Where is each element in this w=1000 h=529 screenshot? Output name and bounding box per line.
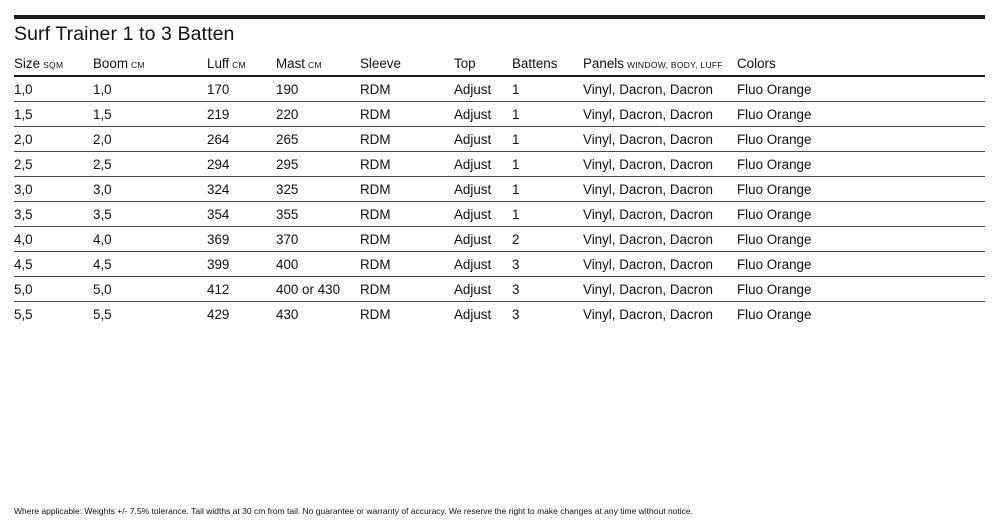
table-body [14, 77, 985, 327]
cell-colors: Fluo Orange [737, 207, 812, 222]
cell-battens: 2 [512, 232, 520, 247]
cell-luff: 399 [207, 257, 230, 272]
cell-boom: 1,0 [93, 82, 112, 97]
cell-luff: 354 [207, 207, 230, 222]
cell-top: Adjust [454, 157, 492, 172]
table-row [14, 102, 985, 127]
cell-sleeve: RDM [360, 257, 391, 272]
cell-size: 1,5 [14, 107, 33, 122]
table-row [14, 227, 985, 252]
table-row [14, 202, 985, 227]
column-header-luff: Luff CM [207, 56, 246, 71]
cell-mast: 370 [276, 232, 299, 247]
cell-luff: 219 [207, 107, 230, 122]
cell-mast: 265 [276, 132, 299, 147]
cell-boom: 1,5 [93, 107, 112, 122]
cell-size: 4,0 [14, 232, 33, 247]
column-header-panels: Panels WINDOW, BODY, LUFF [583, 56, 723, 71]
cell-top: Adjust [454, 182, 492, 197]
cell-luff: 412 [207, 282, 230, 297]
cell-mast: 325 [276, 182, 299, 197]
cell-panels: Vinyl, Dacron, Dacron [583, 107, 713, 122]
cell-battens: 1 [512, 157, 520, 172]
cell-boom: 3,5 [93, 207, 112, 222]
cell-sleeve: RDM [360, 132, 391, 147]
cell-luff: 429 [207, 307, 230, 322]
cell-colors: Fluo Orange [737, 132, 812, 147]
cell-battens: 1 [512, 207, 520, 222]
cell-battens: 3 [512, 307, 520, 322]
cell-sleeve: RDM [360, 182, 391, 197]
cell-boom: 5,0 [93, 282, 112, 297]
cell-mast: 400 or 430 [276, 282, 341, 297]
cell-top: Adjust [454, 82, 492, 97]
column-header-colors: Colors [737, 56, 776, 71]
cell-luff: 264 [207, 132, 230, 147]
table-row [14, 152, 985, 177]
cell-top: Adjust [454, 107, 492, 122]
cell-boom: 4,0 [93, 232, 112, 247]
table-row [14, 252, 985, 277]
cell-luff: 170 [207, 82, 230, 97]
cell-panels: Vinyl, Dacron, Dacron [583, 257, 713, 272]
cell-panels: Vinyl, Dacron, Dacron [583, 282, 713, 297]
cell-top: Adjust [454, 307, 492, 322]
table-row [14, 177, 985, 202]
cell-size: 2,5 [14, 157, 33, 172]
cell-size: 2,0 [14, 132, 33, 147]
table-row [14, 127, 985, 152]
column-header-boom: Boom CM [93, 56, 145, 71]
cell-colors: Fluo Orange [737, 307, 812, 322]
cell-panels: Vinyl, Dacron, Dacron [583, 182, 713, 197]
cell-mast: 355 [276, 207, 299, 222]
cell-battens: 1 [512, 182, 520, 197]
column-header-top: Top [454, 56, 476, 71]
cell-top: Adjust [454, 132, 492, 147]
cell-mast: 400 [276, 257, 299, 272]
table-row [14, 302, 985, 327]
cell-mast: 220 [276, 107, 299, 122]
cell-battens: 1 [512, 82, 520, 97]
cell-size: 4,5 [14, 257, 33, 272]
column-header-size: Size SQM [14, 56, 64, 71]
column-header-battens: Battens [512, 56, 558, 71]
cell-panels: Vinyl, Dacron, Dacron [583, 207, 713, 222]
cell-luff: 324 [207, 182, 230, 197]
cell-luff: 369 [207, 232, 230, 247]
cell-top: Adjust [454, 232, 492, 247]
cell-battens: 1 [512, 107, 520, 122]
cell-battens: 1 [512, 132, 520, 147]
cell-sleeve: RDM [360, 307, 391, 322]
cell-battens: 3 [512, 282, 520, 297]
cell-colors: Fluo Orange [737, 232, 812, 247]
cell-colors: Fluo Orange [737, 182, 812, 197]
disclaimer-note: Where applicable: Weights +/- 7.5% tolerance. Tail widths at 30 cm from tail. No guarantee or warranty of accuracy. We reserve the right to make changes at any time without notice. [14, 506, 693, 516]
cell-top: Adjust [454, 257, 492, 272]
cell-sleeve: RDM [360, 82, 391, 97]
table-header-row [14, 53, 985, 77]
cell-battens: 3 [512, 257, 520, 272]
cell-mast: 190 [276, 82, 299, 97]
cell-panels: Vinyl, Dacron, Dacron [583, 132, 713, 147]
cell-sleeve: RDM [360, 107, 391, 122]
cell-sleeve: RDM [360, 232, 391, 247]
cell-boom: 2,5 [93, 157, 112, 172]
cell-mast: 430 [276, 307, 299, 322]
cell-top: Adjust [454, 207, 492, 222]
cell-panels: Vinyl, Dacron, Dacron [583, 157, 713, 172]
cell-colors: Fluo Orange [737, 282, 812, 297]
cell-colors: Fluo Orange [737, 157, 812, 172]
cell-size: 3,0 [14, 182, 33, 197]
top-divider [14, 15, 985, 19]
cell-colors: Fluo Orange [737, 257, 812, 272]
cell-panels: Vinyl, Dacron, Dacron [583, 82, 713, 97]
cell-colors: Fluo Orange [737, 107, 812, 122]
table-row [14, 277, 985, 302]
cell-sleeve: RDM [360, 157, 391, 172]
cell-top: Adjust [454, 282, 492, 297]
cell-panels: Vinyl, Dacron, Dacron [583, 232, 713, 247]
cell-size: 5,0 [14, 282, 33, 297]
cell-panels: Vinyl, Dacron, Dacron [583, 307, 713, 322]
cell-size: 5,5 [14, 307, 33, 322]
cell-boom: 4,5 [93, 257, 112, 272]
cell-colors: Fluo Orange [737, 82, 812, 97]
table-row [14, 77, 985, 102]
page-title: Surf Trainer 1 to 3 Batten [14, 23, 235, 45]
cell-boom: 2,0 [93, 132, 112, 147]
cell-sleeve: RDM [360, 207, 391, 222]
cell-mast: 295 [276, 157, 299, 172]
spec-table [14, 53, 985, 327]
cell-boom: 3,0 [93, 182, 112, 197]
cell-boom: 5,5 [93, 307, 112, 322]
cell-size: 3,5 [14, 207, 33, 222]
cell-size: 1,0 [14, 82, 33, 97]
column-header-sleeve: Sleeve [360, 56, 401, 71]
column-header-mast: Mast CM [276, 56, 322, 71]
cell-luff: 294 [207, 157, 230, 172]
cell-sleeve: RDM [360, 282, 391, 297]
